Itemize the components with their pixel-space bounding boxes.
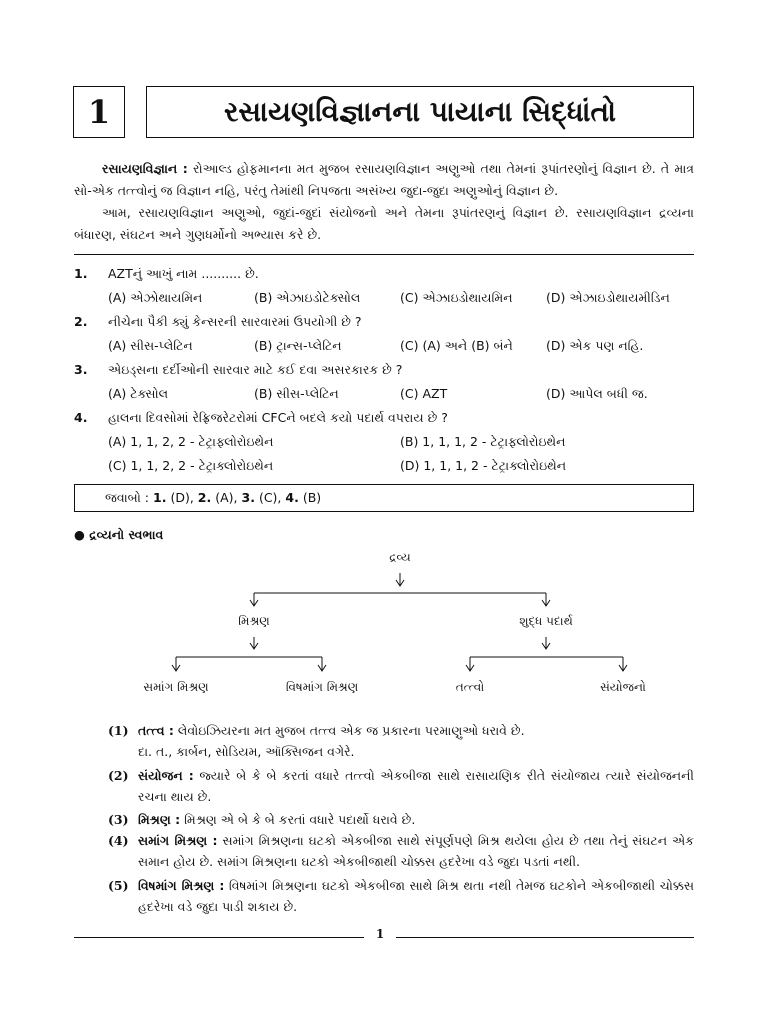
definition-mixture <box>108 809 694 830</box>
node-matter: દ્રવ્ય <box>389 550 411 564</box>
node-heterogeneous-mixture: વિષમાંગ મિશ્રણ <box>285 680 359 694</box>
option-a: (A) ટેક્સોલ <box>108 386 169 401</box>
definition-number: (3) <box>108 812 129 827</box>
question-2-options <box>74 336 694 356</box>
option-d: (D) 1, 1, 1, 2 - ટેટ્રાક્લોરોઇથેન <box>400 458 567 473</box>
chapter-title: રસાયણવિજ્ઞાનના પાયાના સિદ્ધાંતો <box>146 86 694 138</box>
question-4-options-row-1 <box>74 432 694 452</box>
question-text: એઇડ્સના દર્દીઓની સારવાર માટે કઈ દવા અસરકારક છે ? <box>108 362 403 377</box>
intro-paragraph-2: આમ, રસાયણવિજ્ઞાન અણુઓ, જુદાં-જુદાં સંયોજનો અને તેમના રૂપાંતરણનું વિજ્ઞાન છે. રસાયણવિજ્ઞાન દ્રવ્યના બંધારણ, સંઘટન અને ગુણધર્મોનો અભ્યાસ કરે છે. <box>74 205 694 242</box>
footer-rule-right <box>396 937 694 938</box>
option-d: (D) આપેલ બધી જ. <box>546 386 648 401</box>
node-homogeneous-mixture: સમાંગ મિશ્રણ <box>143 680 209 694</box>
question-number: 2. <box>74 314 88 329</box>
option-c: (C) AZT <box>400 386 448 401</box>
question-1-options <box>74 288 694 308</box>
definition-text: મિશ્રણ એ બે કે બે કરતાં વધારે પદાર્થો ધરાવે છે. <box>180 812 416 827</box>
definition-element <box>108 720 694 762</box>
node-pure-substance: શુદ્ધ પદાર્થ <box>519 614 573 628</box>
section-heading <box>74 527 163 543</box>
definition-number: (2) <box>108 768 129 783</box>
question-4-options-row-2 <box>74 456 694 476</box>
question-text: નીચેના પૈકી ક્યું કેન્સરની સારવારમાં ઉપયોગી છે ? <box>108 314 362 329</box>
divider <box>74 254 694 255</box>
option-d: (D) એક પણ નહિ. <box>546 338 644 353</box>
node-elements: તત્ત્વો <box>455 680 485 694</box>
intro-paragraph-1 <box>74 158 694 202</box>
option-b: (B) 1, 1, 1, 2 - ટેટ્રાફ્લોરોઇથેન <box>400 434 566 449</box>
answer-value: (A), <box>215 490 238 505</box>
question-3-options <box>74 384 694 404</box>
definition-term: સંયોજન : <box>138 768 194 783</box>
answer-number: 1. <box>153 490 167 505</box>
section-title: દ્રવ્યનો સ્વભાવ <box>89 527 164 542</box>
definition-term: તત્ત્વ : <box>138 723 174 738</box>
option-a: (A) 1, 1, 2, 2 - ટેટ્રાફ્લોરોઇથેન <box>108 434 274 449</box>
definition-number: (5) <box>108 878 129 893</box>
answer-value: (C), <box>258 490 282 505</box>
option-b: (B) સીસ-પ્લેટિન <box>254 386 339 401</box>
answer-value: (D), <box>170 490 194 505</box>
definition-text: વિષમાંગ મિશ્રણના ઘટકો એકબીજા સાથે મિશ્ર થતા નથી તેમજ ઘટકોને એકબીજાથી ચોક્કસ હદરેખા વડે જુદા પાડી શકાય છે. <box>138 878 694 914</box>
question-text: AZTનું આખું નામ .......... છે. <box>108 266 259 281</box>
definition-text: લેવોઇઝિયરના મત મુજબ તત્ત્વ એક જ પ્રકારના પરમાણુઓ ધરાવે છે. <box>173 723 525 738</box>
bullet-icon: ● <box>74 527 85 542</box>
answer-value: (B) <box>302 490 322 505</box>
definition-term: સમાંગ મિશ્રણ : <box>138 833 218 848</box>
definition-text: સમાંગ મિશ્રણના ઘટકો એકબીજા સાથે સંપૂર્ણપણે મિશ્ર થયેલા હોય છે તથા તેનું સંઘટન એક સમાન હોય છે. સમાંગ મિશ્રણના ઘટકો એકબીજાથી ચોક્કસ હદરેખા વડે જુદા પડતાં નથી. <box>138 833 695 869</box>
option-b: (B) ટ્રાન્સ-પ્લેટિન <box>254 338 342 353</box>
chapter-number: 1 <box>73 86 125 138</box>
definition-term: મિશ્રણ : <box>138 812 181 827</box>
answer-number: 4. <box>285 490 299 505</box>
option-a: (A) એઝોથાયમિન <box>108 290 203 305</box>
question-list <box>74 264 694 480</box>
question-text: હાલના દિવસોમાં રેફ્રિજરેટરોમાં CFCને બદલે કયો પદાર્થ વપરાય છે ? <box>108 410 448 425</box>
intro-paragraph-1-text: રોઆલ્ડ હોફમાનના મત મુજબ રસાયણવિજ્ઞાન અણુઓ તથા તેમનાં રૂપાંતરણોનું વિજ્ઞાન છે. તે માત્ર સો-એક તત્ત્વોનું જ વિજ્ઞાન નહિ, પરંતુ તેમાંથી નિપજતા અસંખ્ય જુદા-જુદા અણુઓનું વિજ્ઞાન છે. <box>74 161 694 198</box>
option-a: (A) સીસ-પ્લેટિન <box>108 338 193 353</box>
answer-number: 3. <box>241 490 255 505</box>
answer-label: જવાબો : <box>105 490 150 505</box>
page-number: 1 <box>375 927 385 941</box>
footer-rule-left <box>74 937 364 938</box>
option-c: (C) એઝાઇડોથાયમિન <box>400 290 513 305</box>
question-number: 3. <box>74 362 88 377</box>
node-compounds: સંયોજનો <box>600 680 646 694</box>
definition-list <box>108 720 694 920</box>
definition-text: જ્યારે બે કે બે કરતાં વધારે તત્ત્વો એકબીજા સાથે રાસાયણિક રીતે સંયોજાય ત્યારે સંયોજનની રચના થાય છે. <box>138 768 694 804</box>
question-number: 4. <box>74 410 88 425</box>
definition-compound <box>108 765 694 807</box>
option-d: (D) એઝાઇડોથાયમીડિન <box>546 290 670 305</box>
answer-key <box>74 484 694 512</box>
definition-number: (1) <box>108 723 129 738</box>
definition-example: દા. ત., કાર્બન, સોડિયમ, ઑક્સિજન વગેરે. <box>138 744 355 759</box>
question-number: 1. <box>74 266 88 281</box>
definition-number: (4) <box>108 833 129 848</box>
intro-text <box>74 158 694 246</box>
option-c: (C) 1, 1, 2, 2 - ટેટ્રાક્લોરોઇથેન <box>108 458 274 473</box>
node-mixture: મિશ્રણ <box>238 614 270 628</box>
definition-heterogeneous-mixture <box>108 875 694 917</box>
definition-term: વિષમાંગ મિશ્રણ : <box>138 878 225 893</box>
answer-number: 2. <box>197 490 212 505</box>
option-b: (B) એઝાઇડોટેક્સોલ <box>254 290 361 305</box>
option-c: (C) (A) અને (B) બંને <box>400 338 513 353</box>
intro-term: રસાયણવિજ્ઞાન : <box>102 161 188 176</box>
definition-homogeneous-mixture <box>108 830 694 872</box>
